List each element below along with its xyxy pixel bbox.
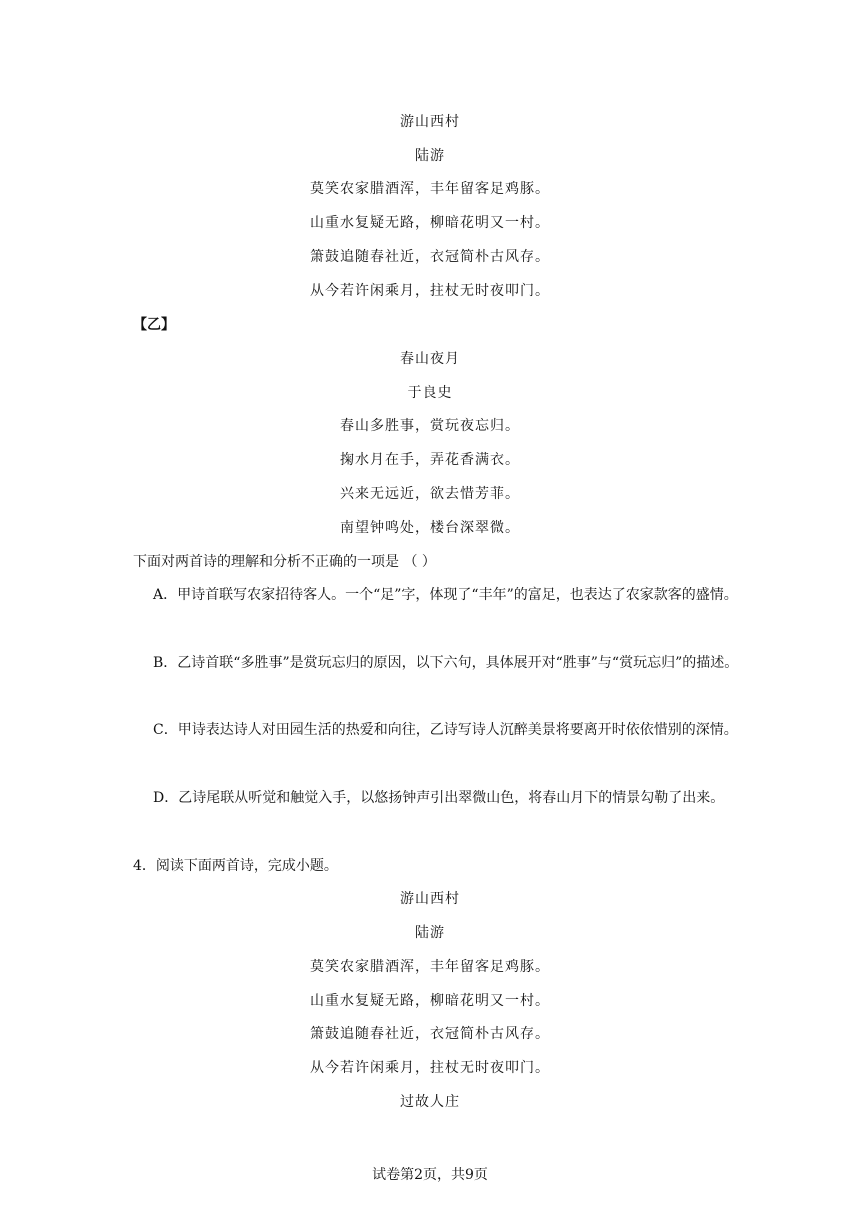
question3-stem: 下面对两首诗的理解和分析不正确的一项是 （ ） [133, 554, 436, 570]
poem3-title: 游山西村 [400, 891, 460, 907]
poem1-line-2: 山重水复疑无路，柳暗花明又一村。 [310, 215, 550, 231]
poem3-line-2: 山重水复疑无路，柳暗花明又一村。 [310, 993, 550, 1009]
poem1-line-4: 从今若许闲乘月，拄杖无时夜叩门。 [310, 283, 550, 299]
poem2-line-2: 掬水月在手，弄花香满衣。 [340, 452, 520, 468]
poem4-title: 过故人庄 [400, 1094, 460, 1110]
poem2-title: 春山夜月 [400, 351, 460, 367]
poem1-title: 游山西村 [400, 114, 460, 130]
poem3-line-4: 从今若许闲乘月，拄杖无时夜叩门。 [310, 1060, 550, 1076]
page-footer: 试卷第2页，共9页 [372, 1167, 488, 1183]
poem2-line-1: 春山多胜事，赏玩夜忘归。 [340, 418, 520, 434]
poem3-line-3: 箫鼓追随春社近，衣冠简朴古风存。 [310, 1026, 550, 1042]
question4-stem: 4．阅读下面两首诗，完成小题。 [133, 858, 338, 874]
question3-option-a: A．甲诗首联写农家招待客人。一个“足”字，体现了“丰年”的富足，也表达了农家款客的盛情。 [153, 587, 738, 603]
poem3-author: 陆游 [415, 925, 445, 941]
poem1-line-3: 箫鼓追随春社近，衣冠简朴古风存。 [310, 249, 550, 265]
poem2-line-4: 南望钟鸣处，楼台深翠微。 [340, 520, 520, 536]
poem1-line-1: 莫笑农家腊酒浑，丰年留客足鸡豚。 [310, 181, 550, 197]
question3-option-b: B．乙诗首联“多胜事”是赏玩忘归的原因，以下六句，具体展开对“胜事”与“赏玩忘归”的描述。 [153, 655, 739, 671]
question3-option-d: D．乙诗尾联从听觉和触觉入手，以悠扬钟声引出翠微山色，将春山月下的情景勾勒了出来。 [153, 790, 725, 806]
question3-option-c: C．甲诗表达诗人对田园生活的热爱和向往，乙诗写诗人沉醉美景将要离开时依依惜别的深情。 [153, 722, 738, 738]
poem1-author: 陆游 [415, 148, 445, 164]
label-yi: 【乙】 [133, 317, 175, 333]
poem3-line-1: 莫笑农家腊酒浑，丰年留客足鸡豚。 [310, 959, 550, 975]
poem2-author: 于良史 [407, 385, 453, 401]
poem2-line-3: 兴来无远近，欲去惜芳菲。 [340, 486, 520, 502]
